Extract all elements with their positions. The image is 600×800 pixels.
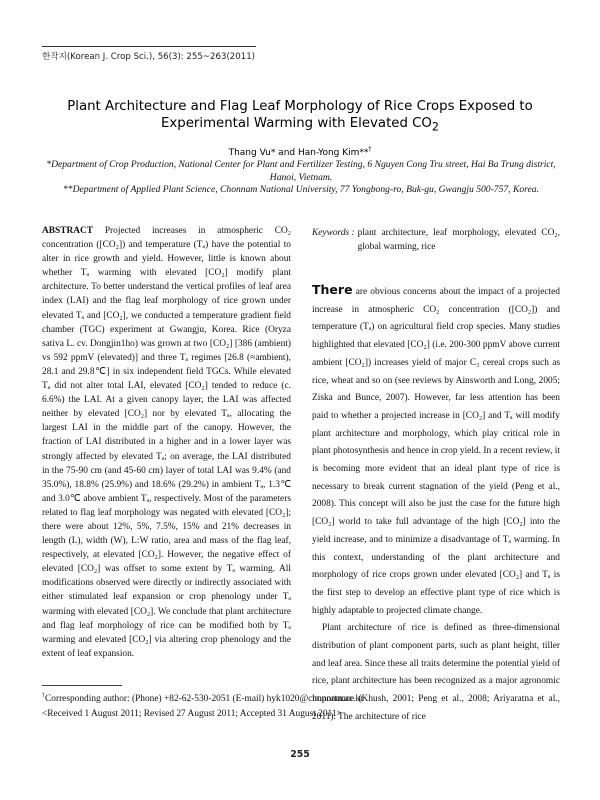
- journal-header: [42, 46, 256, 62]
- keywords-label: Keywords :: [312, 228, 355, 238]
- affiliation-2: **Department of Applied Plant Science, Chonnam National University, 77 Yongbong-ro, Buk-gu, Gwangju 500-757, Korea.: [62, 184, 539, 195]
- abstract: [42, 224, 291, 661]
- footnotes: [42, 689, 562, 722]
- title-line-1: Plant Architecture and Flag Leaf Morphology of Rice Crops Exposed to: [67, 99, 533, 114]
- intro-paragraph-2: Plant architecture of rice is defined as three-dimensional distribution of plant component parts, such as plant height, tiller and leaf area. Since these all traits determine the potential yield of rice, plant architecture has been recognized as a major agronomic importance (Khush, 2001; Peng et al., 2008; Ariyaratna et al., 2011). The architecture of rice: [312, 623, 560, 722]
- keywords-text: plant architecture, leaf morphology, elevated CO₂, global warming, rice: [357, 228, 560, 252]
- intro-paragraph-1-text: are obvious concerns about the impact of a projected increase in atmospheric CO₂ concentration ([CO₂]) and temperature (Tₐ) on agricultural field crop species. Many studies highlighted that elevated [CO₂] (i.e. 200-300 ppmV above current ambient [CO₂]) increases yield of major C₃ cereal crops such as rice, wheat and so on (see reviews by Ainsworth and Long, 2005; Ziska and Bunce, 2007). However, far less attention has been paid to whether a projected increase in [CO₂] and Tₐ will modify plant architecture and morphology, which play critical role in plant photosynthesis and hence in crop yield. In a recent review, it is becoming more evident that an ideal plant type of rice is necessary to break current stagnation of the yield (Peng et al., 2008). This concept will also be just the case for the future high [CO₂] world to take full advantage of the high [CO₂] into the yield increase, and to minimize a disadvantage of Tₐ warming. In this context, understanding of the plant architecture and morphology of rice crops grown under elevated [CO₂] and Tₐ is the first step to develop an effective plant type of rice which is highly adaptable to projected climate change.: [312, 287, 561, 616]
- footnote-rule: [42, 685, 122, 686]
- introduction: [312, 281, 560, 727]
- intro-paragraph-1: [312, 281, 560, 620]
- footnote-mark: †: [42, 693, 45, 699]
- abstract-text: Projected increases in atmospheric CO₂ concentration ([CO₂]) and temperature (Tₐ) have the potential to alter in rice growth and yield. However, little is known about whether Tₐ warming with elevated [CO₂] modify plant architecture. To better understand the vertical profiles of leaf area index (LAI) and the flag leaf morphology of rice grown under elevated Tₐ and [CO₂], we conducted a temperature gradient field chamber (TGC) experiment at Gwangju, Korea. Rice (Oryza sativa L. cv. Dongjin1ho) was grown at two [CO₂] [386 (ambient) vs 592 ppmV (elevated)] and three Tₐ regimes [26.8 (≈ambient), 28.1 and 29.8℃] in six independent field TGCs. While elevated Tₐ did not alter total LAI, elevated [CO₂] tended to reduce (c. 6.6%) the LAI. At a given canopy layer, the LAI was affected neither by elevated [CO₂] nor by elevated Tₐ, allocating the largest LAI in the middle part of the canopy. However, the fraction of LAI distributed in a higher and in a lower layer was strongly affected by elevated Tₐ; on average, the LAI distributed in the 75-90 cm (and 45-60 cm) layer of total LAI was 9.4% (and 35.0%), 18.8% (25.9%) and 18.6% (29.2%) in ambient Tₐ, 1.3℃ and 3.0℃ above ambient Tₐ, respectively. Most of the parameters related to flag leaf morphology was negated with elevated [CO₂]; there were about 12%, 5%, 7.5%, 15% and 21% decreases in length (L), width (W), L:W ratio, area and mass of the flag leaf, respectively, at elevated [CO₂]. However, the negative effect of elevated [CO₂] was offset to some extent by Tₐ warming. All modifications observed were directly or indirectly associated with either stimulated leaf expansion or crop phenology under Tₐ warming with elevated [CO₂]. We conclude that plant architecture and flag leaf morphology of rice can be modified both by Tₐ warming and elevated [CO₂] via altering crop phenology and the extent of leaf expansion.: [42, 226, 292, 659]
- journal-citation: 한작지(Korean J. Crop Sci.), 56(3): 255~263(2011): [42, 52, 256, 62]
- keywords: [312, 226, 560, 254]
- corresponding-author: [42, 689, 562, 707]
- intro-first-word: There: [312, 282, 353, 297]
- corresponding-author-text: Corresponding author: (Phone) +82-62-530-2051 (E-mail) hyk1020@chonnam.ac.kr: [45, 694, 364, 705]
- authors: [40, 146, 560, 158]
- page-number: 255: [290, 749, 310, 760]
- affiliation-1: *Department of Crop Production, National Center for Plant and Fertilizer Testing, 6 Nguyen Cong Tru street, Hai Ba Trung district, Hanoi, Vietnam.: [46, 159, 556, 183]
- article-title: [40, 98, 560, 136]
- received-dates: <Received 1 August 2011; Revised 27 August 2011; Accepted 31 August 2011>: [42, 709, 342, 720]
- author-names: Thang Vu* and Han-Yong Kim**: [228, 148, 369, 158]
- title-line-2-text: Experimental Warming with Elevated CO: [161, 116, 432, 131]
- title-subscript: 2: [431, 120, 439, 134]
- title-line-2: [40, 115, 560, 136]
- corresponding-mark: †: [368, 146, 372, 153]
- abstract-heading: ABSTRACT: [42, 226, 94, 236]
